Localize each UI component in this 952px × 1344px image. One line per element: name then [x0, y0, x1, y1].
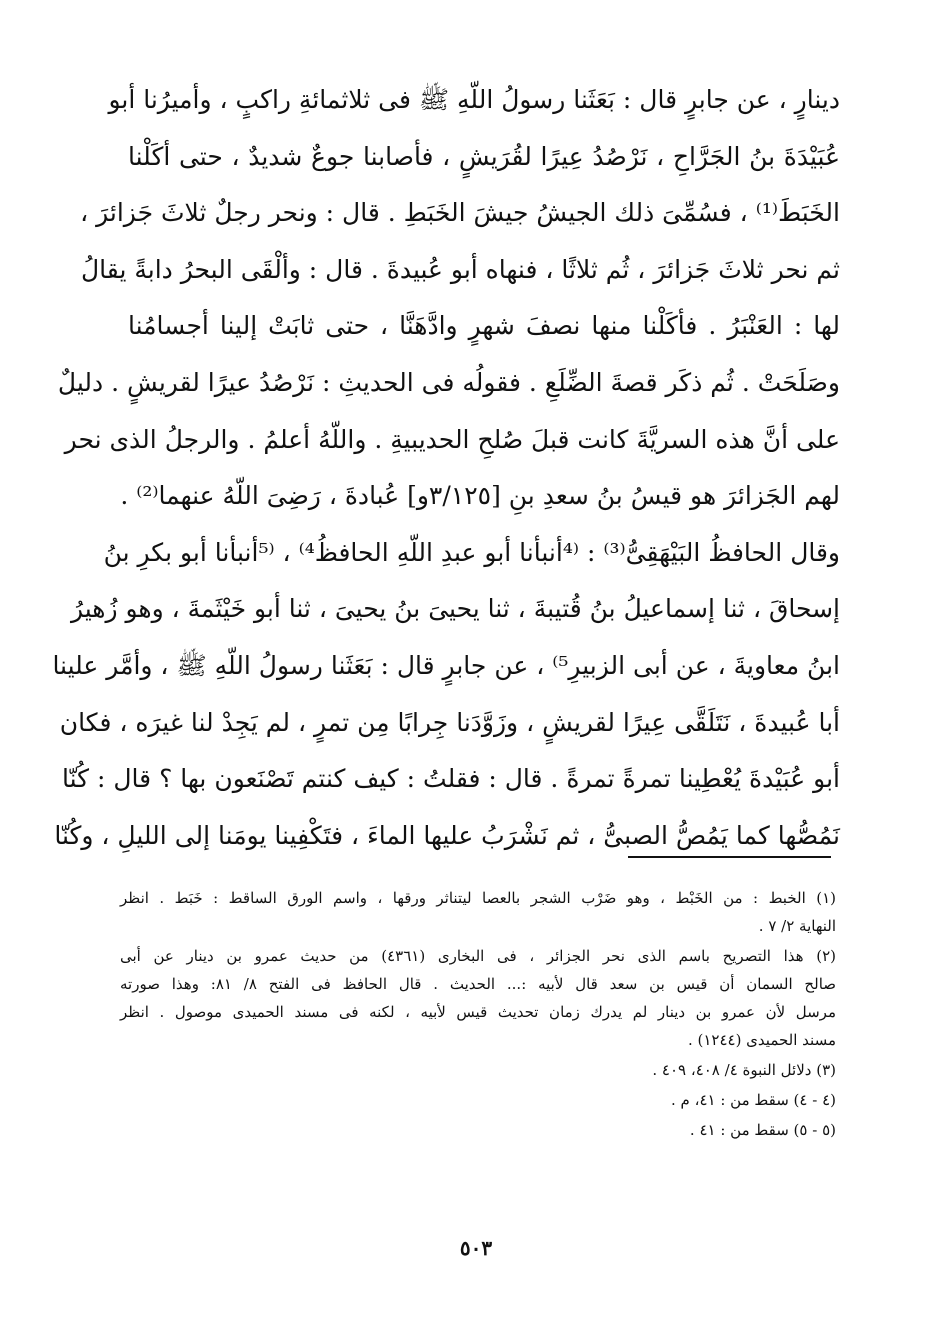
- footnote-line: (١) الخبط : من الخَبْط ، وهو ضَرْب الشجر بالعصا ليتناثر ورقها ، واسم الورق الساقط : خَبَط . انظر: [120, 889, 836, 907]
- footnote-line: مسند الحميدى (١٢٤٤) .: [687, 1031, 836, 1049]
- text-line: على أنَّ هذه السريَّةَ كانت قبلَ صُلحِ الحديبيةِ . واللّهُ أعلمُ . والرجلُ الذى نحر: [64, 424, 840, 454]
- text-line: وصَلَحَتْ . ثُم ذكَر قصةَ الضِّلَعِ . فقولُه فى الحديثِ : نَرْصُدُ عيرًا لقريشٍ . دليلٌ: [57, 367, 840, 397]
- footnote-line: النهاية ٢/ ٧ .: [758, 917, 836, 935]
- main-text: [52, 72, 840, 864]
- footnote-line: (٥ - ٥) سقط من : ٤١ .: [689, 1121, 836, 1139]
- text-line: دينارٍ ، عن جابرٍ قال : بَعَثَنا رسولُ اللّهِ ﷺ فى ثلاثمائةِ راكبٍ ، وأميرُنا أبو: [108, 85, 840, 114]
- footnote-line: (٤ - ٤) سقط من : ٤١، م .: [671, 1091, 836, 1109]
- text-line: عُبَيْدَةَ بنُ الجَرَّاحِ ، نَرْصُدُ عِيرًا لقُرَيشٍ ، فأصابنا جوعٌ شديدٌ ، حتى أكَلْنا: [128, 141, 840, 171]
- text-line: وقال الحافظُ البَيْهَقِىُّ⁽³⁾ : ⁽⁴أنبأنا أبو عبدِ اللّهِ الحافظُ⁴⁾ ، ⁽⁵أنبأنا أبو بكرِ بنُ: [103, 537, 840, 567]
- text-line: إسحاقَ ، ثنا إسماعيلُ بنُ قُتيبةَ ، ثنا يحيىَ بنُ يحيىَ ، ثنا أبو خَيْثَمةَ ، وهو زُهيرُ: [70, 594, 840, 624]
- text-line: الخَبَطَ⁽¹⁾ ، فسُمِّىَ ذلك الجيشُ جيشَ الخَبَطِ . قال : ونحر رجلٌ ثلاثَ جَزائرَ ،: [80, 198, 840, 228]
- page-number: ٥٠٣: [459, 1236, 493, 1260]
- text-line: لها : العَنْبَرُ . فأكَلْنا منها نصفَ شهرٍ وادَّهَنَّا ، حتى ثابَتْ إلينا أجسامُنا: [128, 311, 840, 341]
- footnote-line: (٣) دلائل النبوة ٤/ ٤٠٨، ٤٠٩ .: [652, 1061, 836, 1079]
- text-line: أبو عُبَيْدةَ يُعْطِينا تمرةً تمرةً . قال : فقلتُ : كيف كنتم تَصْنَعون بها ؟ قال : كُنّا: [62, 764, 840, 794]
- footnote-line: صالح السمان أن قيس بن سعد قال لأبيه :... الحديث . قال الحافظ فى الفتح ٨/ ٨١: وهذا صورته: [120, 975, 836, 993]
- text-line: لهم الجَزائرَ هو قيسُ بنُ سعدِ بنِ [٣/١٢٥و] عُبادةَ ، رَضِىَ اللّهُ عنهما⁽²⁾ .: [120, 481, 840, 511]
- footnote-separator: [628, 856, 831, 858]
- footnote-line: (٢) هذا التصريح باسم الذى نحر الجزائر ، فى البخارى (٤٣٦١) من حديث عمرو بن دينار عن أبى: [120, 947, 837, 965]
- text-line: نَمُصُّها كما يَمُصُّ الصبىُّ ، ثم نَشْرَبُ عليها الماءَ ، فتَكْفِينا يومَنا إلى الليلِ ، وكُنّا: [54, 820, 840, 850]
- footnotes: [120, 884, 836, 1144]
- text-line: أبا عُبيدةَ ، نَتَلَقَّى عِيرًا لقريشٍ ، وزَوَّدَنا جِرابًا مِن تمرٍ ، لم يَجِدْ لنا غيرَه ، فكان: [59, 707, 840, 737]
- footnote-line: مرسل لأن عمرو بن دينار لم يدرك زمان تحديث قيس لأبيه ، لكنه فى مسند الحميدى موصول . انظر: [120, 1003, 836, 1021]
- text-line: ثم نحر ثلاثَ جَزائرَ ، ثُم ثلاثًا ، فنهاه أبو عُبيدةَ . قال : وألْقَى البحرُ دابةً يقالُ: [81, 254, 840, 284]
- text-line: ابنُ معاويةَ ، عن أبى الزبيرِ⁵⁾ ، عن جابرٍ قال : بَعَثَنا رسولُ اللّهِ ﷺ ، وأمَّر علينا: [52, 650, 840, 680]
